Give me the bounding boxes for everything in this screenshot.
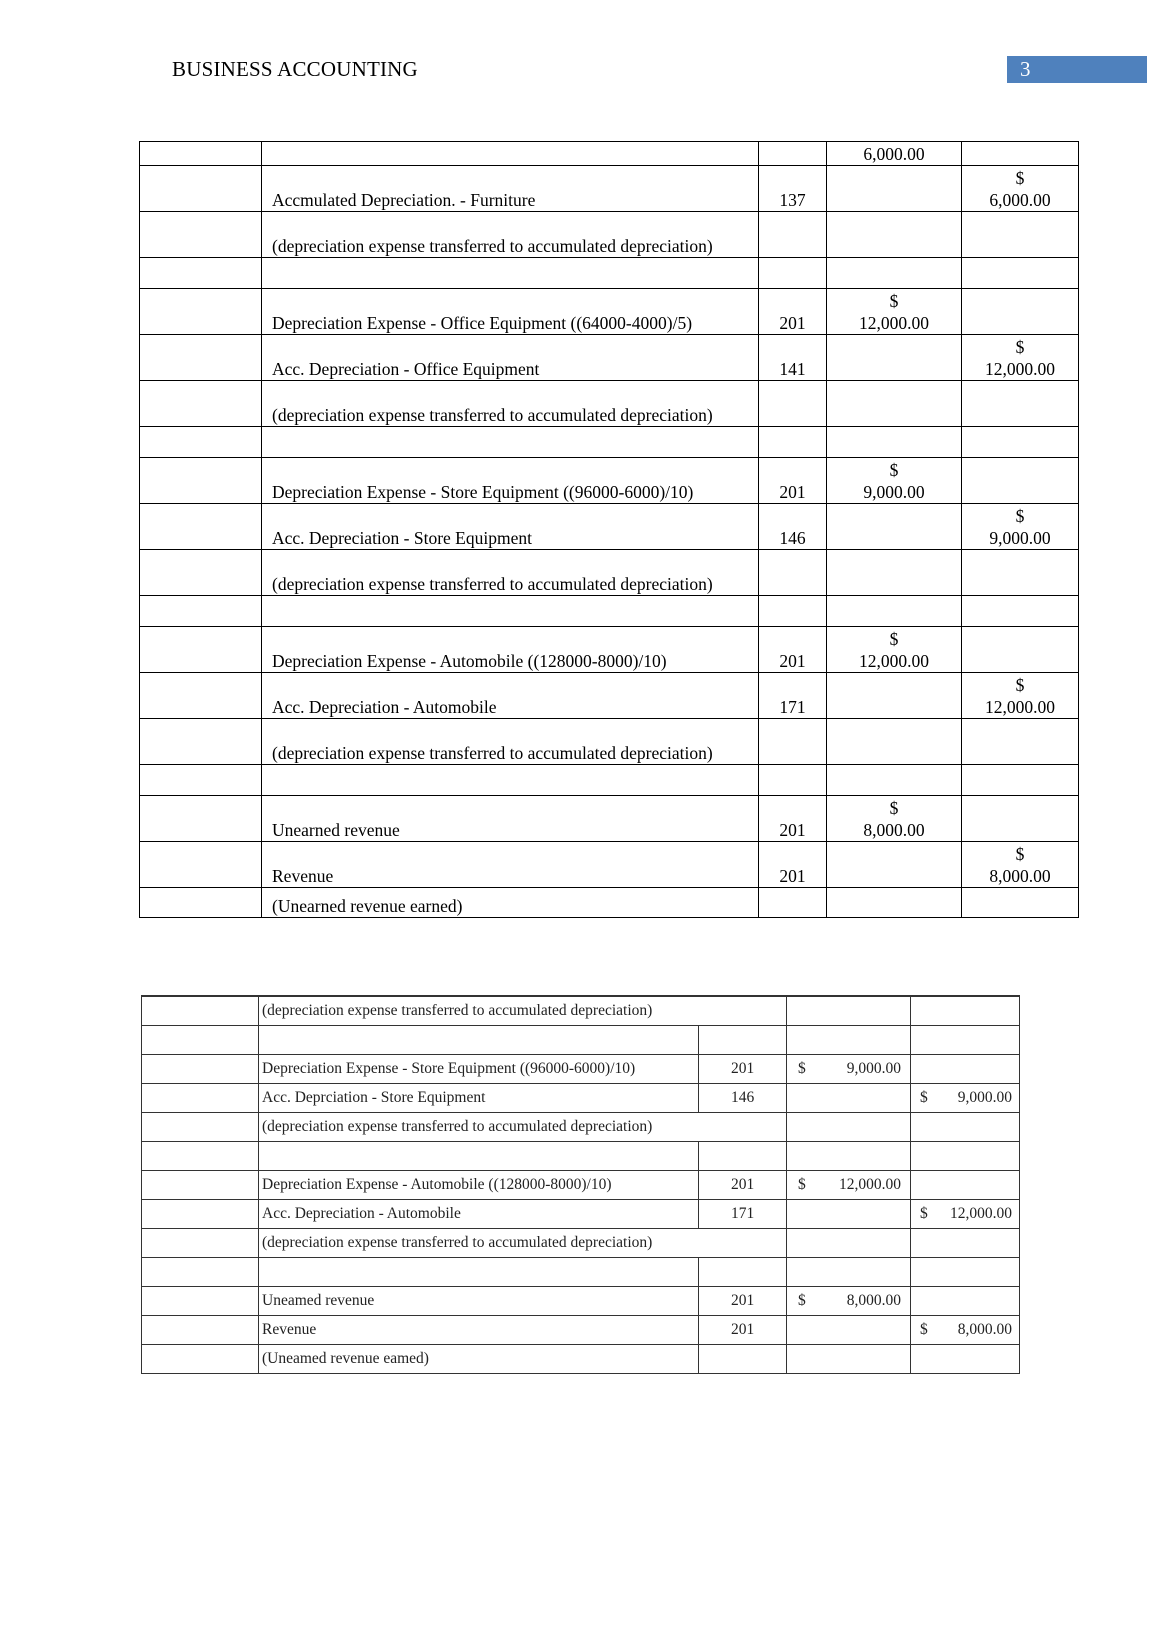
reference-cell xyxy=(699,1315,787,1344)
reference-text: 201 xyxy=(731,1059,755,1077)
page-header-title: BUSINESS ACCOUNTING xyxy=(172,57,418,81)
credit-amount: 8,000.00 xyxy=(989,866,1051,886)
description-cell xyxy=(259,1286,699,1315)
reference-cell xyxy=(759,289,827,335)
credit-amount: 6,000.00 xyxy=(989,190,1051,210)
description-cell xyxy=(262,458,759,504)
debit-cell xyxy=(787,1344,911,1373)
date-cell xyxy=(140,427,262,458)
currency-symbol: $ xyxy=(920,1204,928,1222)
table-row xyxy=(140,458,1079,504)
reference-cell xyxy=(759,458,827,504)
description-cell xyxy=(262,673,759,719)
reference-cell xyxy=(759,427,827,458)
description-text: Depreciation Expense - Automobile ((128000-8000)/10) xyxy=(262,1175,612,1193)
table-row xyxy=(140,427,1079,458)
credit-cell xyxy=(962,765,1079,796)
reference-cell xyxy=(759,166,827,212)
debit-cell xyxy=(827,212,962,258)
description-text: Uneamed revenue xyxy=(262,1291,375,1309)
table-row xyxy=(142,996,1020,1025)
table-row xyxy=(142,1141,1020,1170)
table-row xyxy=(140,596,1079,627)
currency-symbol: $ xyxy=(1015,675,1025,695)
debit-cell xyxy=(827,381,962,427)
description-text: Acc. Deprciation - Store Equipment xyxy=(262,1088,486,1106)
date-cell xyxy=(142,1199,259,1228)
debit-cell xyxy=(827,627,962,673)
description-cell xyxy=(262,258,759,289)
credit-cell xyxy=(911,1199,1020,1228)
debit-cell xyxy=(827,888,962,918)
credit-cell xyxy=(962,335,1079,381)
description-text: Unearned revenue xyxy=(272,820,400,840)
debit-amount: 6,000.00 xyxy=(863,144,925,164)
date-cell xyxy=(140,166,262,212)
description-text: (depreciation expense transferred to accumulated depreciation) xyxy=(272,574,713,594)
date-cell xyxy=(140,596,262,627)
table-row xyxy=(140,258,1079,289)
date-cell xyxy=(142,1228,259,1257)
reference-cell xyxy=(699,1083,787,1112)
table-row xyxy=(140,842,1079,888)
currency-symbol: $ xyxy=(889,798,899,818)
debit-cell xyxy=(827,673,962,719)
table-row xyxy=(140,212,1079,258)
date-cell xyxy=(142,1083,259,1112)
reference-cell xyxy=(699,1199,787,1228)
description-cell xyxy=(262,142,759,166)
reference-text: 137 xyxy=(779,190,806,210)
journal-table xyxy=(139,141,1079,918)
reference-text: 141 xyxy=(779,359,806,379)
description-text: Accmulated Depreciation. - Furniture xyxy=(272,190,536,210)
credit-cell xyxy=(962,550,1079,596)
credit-amount: 8,000.00 xyxy=(957,1320,1012,1338)
currency-symbol: $ xyxy=(920,1088,928,1106)
table-row xyxy=(140,504,1079,550)
scanned-journal-table xyxy=(141,995,1020,1374)
reference-cell xyxy=(699,1141,787,1170)
table-row xyxy=(140,888,1079,918)
credit-cell xyxy=(911,1228,1020,1257)
reference-cell xyxy=(759,550,827,596)
reference-text: 146 xyxy=(731,1088,755,1106)
debit-cell xyxy=(787,1112,911,1141)
credit-cell xyxy=(962,166,1079,212)
description-text: Acc. Depreciation - Office Equipment xyxy=(272,359,540,379)
description-text: (depreciation expense transferred to accumulated depreciation) xyxy=(262,1233,653,1251)
debit-cell xyxy=(827,142,962,166)
date-cell xyxy=(140,796,262,842)
credit-cell xyxy=(962,627,1079,673)
table-row xyxy=(142,1228,1020,1257)
reference-cell xyxy=(699,1344,787,1373)
date-cell xyxy=(142,1025,259,1054)
debit-cell xyxy=(827,289,962,335)
date-cell xyxy=(142,1170,259,1199)
debit-cell xyxy=(787,1228,911,1257)
currency-symbol: $ xyxy=(1015,337,1025,357)
date-cell xyxy=(140,212,262,258)
description-text: (depreciation expense transferred to accumulated depreciation) xyxy=(272,743,713,763)
reference-text: 201 xyxy=(779,820,806,840)
description-cell xyxy=(262,212,759,258)
date-cell xyxy=(140,627,262,673)
description-cell xyxy=(262,719,759,765)
debit-cell xyxy=(787,1025,911,1054)
credit-cell xyxy=(962,842,1079,888)
debit-amount: 9,000.00 xyxy=(863,482,925,502)
credit-cell xyxy=(962,504,1079,550)
debit-cell xyxy=(827,458,962,504)
reference-cell xyxy=(759,381,827,427)
description-cell xyxy=(259,1112,787,1141)
date-cell xyxy=(142,1112,259,1141)
description-cell xyxy=(259,1170,699,1199)
date-cell xyxy=(142,996,259,1025)
date-cell xyxy=(140,381,262,427)
credit-cell xyxy=(911,996,1020,1025)
credit-amount: 12,000.00 xyxy=(985,359,1055,379)
reference-text: 201 xyxy=(731,1175,755,1193)
debit-amount: 9,000.00 xyxy=(846,1059,901,1077)
currency-symbol: $ xyxy=(798,1059,806,1077)
description-text: Depreciation Expense - Store Equipment ((96000-6000)/10) xyxy=(272,482,694,502)
debit-cell xyxy=(787,1170,911,1199)
debit-cell xyxy=(827,166,962,212)
credit-cell xyxy=(962,258,1079,289)
reference-text: 201 xyxy=(779,313,806,333)
page-number: 3 xyxy=(1007,56,1147,83)
date-cell xyxy=(142,1344,259,1373)
date-cell xyxy=(140,504,262,550)
credit-cell xyxy=(962,212,1079,258)
table-row xyxy=(140,765,1079,796)
reference-text: 201 xyxy=(731,1291,755,1309)
description-text: Depreciation Expense - Store Equipment ((96000-6000)/10) xyxy=(262,1059,636,1077)
debit-amount: 12,000.00 xyxy=(859,313,929,333)
reference-text: 146 xyxy=(779,528,806,548)
debit-cell xyxy=(787,1315,911,1344)
reference-text: 201 xyxy=(731,1320,755,1338)
date-cell xyxy=(140,289,262,335)
description-cell xyxy=(259,1141,699,1170)
credit-amount: 9,000.00 xyxy=(989,528,1051,548)
reference-text: 201 xyxy=(779,482,806,502)
debit-cell xyxy=(827,550,962,596)
table-row xyxy=(142,1054,1020,1083)
description-text: Revenue xyxy=(262,1320,317,1338)
description-cell xyxy=(259,1025,699,1054)
description-text: Depreciation Expense - Automobile ((128000-8000)/10) xyxy=(272,651,667,671)
credit-cell xyxy=(962,427,1079,458)
date-cell xyxy=(140,719,262,765)
description-cell xyxy=(259,1228,787,1257)
reference-text: 171 xyxy=(731,1204,755,1222)
table-row xyxy=(142,1025,1020,1054)
date-cell xyxy=(140,765,262,796)
reference-cell xyxy=(759,258,827,289)
reference-cell xyxy=(759,719,827,765)
reference-cell xyxy=(759,504,827,550)
debit-amount: 12,000.00 xyxy=(839,1175,901,1193)
credit-amount: 12,000.00 xyxy=(985,697,1055,717)
description-cell xyxy=(262,335,759,381)
date-cell xyxy=(140,888,262,918)
table-row xyxy=(142,1199,1020,1228)
debit-cell xyxy=(787,1054,911,1083)
date-cell xyxy=(140,335,262,381)
description-cell xyxy=(259,1083,699,1112)
debit-cell xyxy=(787,1083,911,1112)
date-cell xyxy=(140,258,262,289)
reference-cell xyxy=(759,627,827,673)
debit-cell xyxy=(827,335,962,381)
table-row xyxy=(140,381,1079,427)
reference-cell xyxy=(759,765,827,796)
date-cell xyxy=(142,1141,259,1170)
description-text: (depreciation expense transferred to accumulated depreciation) xyxy=(262,1117,653,1135)
debit-cell xyxy=(827,796,962,842)
debit-cell xyxy=(787,1199,911,1228)
description-cell xyxy=(259,1344,699,1373)
credit-cell xyxy=(911,1315,1020,1344)
description-cell xyxy=(259,1054,699,1083)
reference-cell xyxy=(699,1257,787,1286)
table-row xyxy=(140,719,1079,765)
reference-cell xyxy=(759,888,827,918)
debit-amount: 8,000.00 xyxy=(846,1291,901,1309)
credit-cell xyxy=(962,888,1079,918)
description-cell xyxy=(262,381,759,427)
debit-cell xyxy=(787,1286,911,1315)
credit-cell xyxy=(911,1054,1020,1083)
description-text: Acc. Depreciation - Automobile xyxy=(272,697,497,717)
credit-cell xyxy=(962,458,1079,504)
date-cell xyxy=(140,550,262,596)
table-row xyxy=(140,335,1079,381)
credit-cell xyxy=(911,1025,1020,1054)
credit-cell xyxy=(962,142,1079,166)
currency-symbol: $ xyxy=(889,291,899,311)
description-cell xyxy=(262,888,759,918)
debit-cell xyxy=(827,765,962,796)
description-text: Acc. Depreciation - Automobile xyxy=(262,1204,461,1222)
credit-cell xyxy=(911,1141,1020,1170)
reference-cell xyxy=(759,212,827,258)
credit-amount: 9,000.00 xyxy=(957,1088,1012,1106)
currency-symbol: $ xyxy=(798,1175,806,1193)
description-cell xyxy=(262,427,759,458)
description-cell xyxy=(259,1257,699,1286)
description-cell xyxy=(262,842,759,888)
reference-cell xyxy=(699,1025,787,1054)
table-row xyxy=(140,166,1079,212)
credit-cell xyxy=(911,1344,1020,1373)
credit-cell xyxy=(962,596,1079,627)
description-cell xyxy=(262,289,759,335)
reference-cell xyxy=(759,673,827,719)
date-cell xyxy=(140,842,262,888)
debit-cell xyxy=(787,1141,911,1170)
date-cell xyxy=(142,1286,259,1315)
credit-cell xyxy=(911,1257,1020,1286)
description-text: Revenue xyxy=(272,866,334,886)
debit-cell xyxy=(827,842,962,888)
date-cell xyxy=(140,673,262,719)
description-cell xyxy=(259,996,787,1025)
reference-cell xyxy=(759,596,827,627)
table-row xyxy=(140,550,1079,596)
date-cell xyxy=(142,1054,259,1083)
description-cell xyxy=(259,1199,699,1228)
description-text: (depreciation expense transferred to accumulated depreciation) xyxy=(272,405,713,425)
table-row xyxy=(140,673,1079,719)
reference-cell xyxy=(699,1170,787,1199)
reference-cell xyxy=(759,796,827,842)
credit-cell xyxy=(962,289,1079,335)
reference-text: 171 xyxy=(779,697,806,717)
debit-amount: 12,000.00 xyxy=(859,651,929,671)
table-row xyxy=(142,1170,1020,1199)
credit-cell xyxy=(911,1112,1020,1141)
debit-cell xyxy=(827,258,962,289)
debit-amount: 8,000.00 xyxy=(863,820,925,840)
description-cell xyxy=(262,627,759,673)
description-text: (depreciation expense transferred to accumulated depreciation) xyxy=(272,236,713,256)
table-row xyxy=(142,1286,1020,1315)
reference-cell xyxy=(699,1286,787,1315)
description-cell xyxy=(262,596,759,627)
description-text: Depreciation Expense - Office Equipment ((64000-4000)/5) xyxy=(272,313,693,333)
table-row xyxy=(140,289,1079,335)
description-cell xyxy=(262,765,759,796)
table-row xyxy=(142,1315,1020,1344)
credit-cell xyxy=(962,673,1079,719)
reference-text: 201 xyxy=(779,651,806,671)
debit-cell xyxy=(787,1257,911,1286)
currency-symbol: $ xyxy=(1015,844,1025,864)
date-cell xyxy=(140,142,262,166)
credit-cell xyxy=(962,719,1079,765)
description-cell xyxy=(262,504,759,550)
credit-cell xyxy=(962,381,1079,427)
description-cell xyxy=(262,550,759,596)
debit-cell xyxy=(827,427,962,458)
currency-symbol: $ xyxy=(1015,506,1025,526)
description-text: (Uneamed revenue eamed) xyxy=(262,1349,429,1367)
table-row xyxy=(142,1083,1020,1112)
credit-cell xyxy=(911,1083,1020,1112)
debit-cell xyxy=(827,719,962,765)
date-cell xyxy=(142,1257,259,1286)
credit-cell xyxy=(962,796,1079,842)
table-row xyxy=(142,1112,1020,1141)
reference-cell xyxy=(759,142,827,166)
currency-symbol: $ xyxy=(889,460,899,480)
description-text: Acc. Depreciation - Store Equipment xyxy=(272,528,532,548)
currency-symbol: $ xyxy=(1015,168,1025,188)
description-text: (Unearned revenue earned) xyxy=(272,896,463,916)
reference-cell xyxy=(759,335,827,381)
currency-symbol: $ xyxy=(889,629,899,649)
reference-cell xyxy=(699,1054,787,1083)
debit-cell xyxy=(787,996,911,1025)
credit-cell xyxy=(911,1286,1020,1315)
table-row xyxy=(140,627,1079,673)
currency-symbol: $ xyxy=(798,1291,806,1309)
description-cell xyxy=(262,166,759,212)
description-cell xyxy=(262,796,759,842)
debit-cell xyxy=(827,504,962,550)
debit-cell xyxy=(827,596,962,627)
date-cell xyxy=(140,458,262,504)
description-cell xyxy=(259,1315,699,1344)
table-row xyxy=(140,142,1079,166)
table-row xyxy=(140,796,1079,842)
table-row xyxy=(142,1257,1020,1286)
table-row xyxy=(142,1344,1020,1373)
reference-cell xyxy=(759,842,827,888)
currency-symbol: $ xyxy=(920,1320,928,1338)
date-cell xyxy=(142,1315,259,1344)
credit-cell xyxy=(911,1170,1020,1199)
credit-amount: 12,000.00 xyxy=(950,1204,1012,1222)
description-text: (depreciation expense transferred to accumulated depreciation) xyxy=(262,1001,653,1019)
reference-text: 201 xyxy=(779,866,806,886)
